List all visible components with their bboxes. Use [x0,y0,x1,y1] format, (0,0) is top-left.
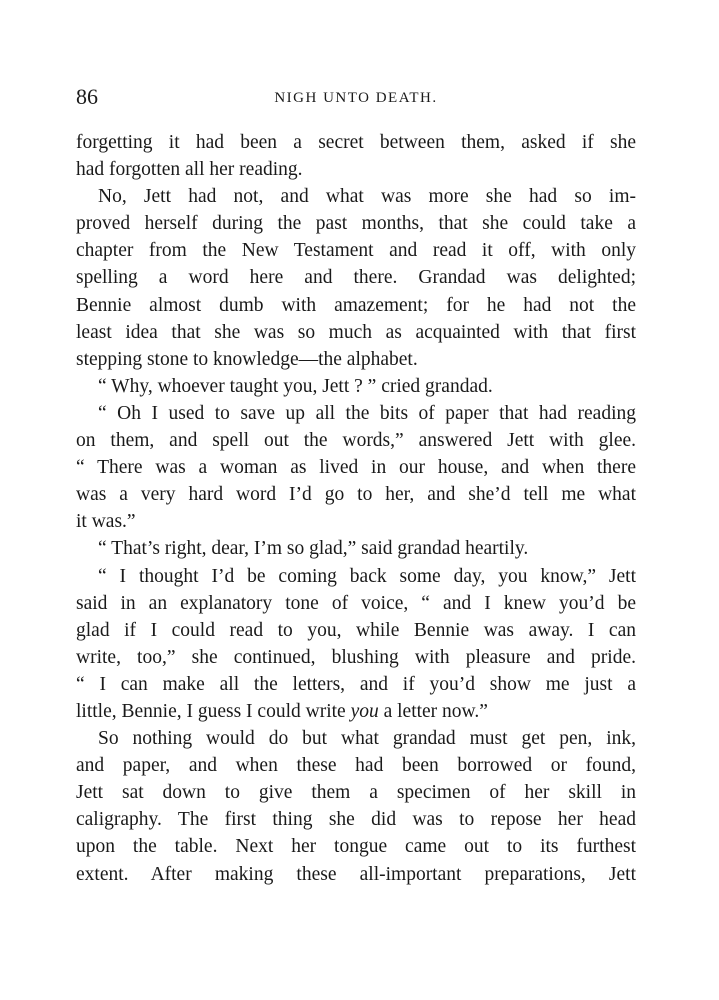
text-line: chapter from the New Testament and read it off, with only [76,240,636,262]
text-line: caligraphy. The first thing she did was to repose her head [76,809,636,831]
text-line: spelling a word here and there. Grandad was delighted; [76,267,636,289]
text-line: glad if I could read to you, while Bennie was away. I can [76,619,636,641]
page-number: 86 [76,84,98,109]
paragraph [76,400,636,535]
body-text [76,129,636,888]
text-fragment: little, Bennie, I guess I could write [76,700,351,722]
paragraph [76,535,636,562]
text-fragment: a letter now.” [378,700,488,722]
text-line: forgetting it had been a secret between them, asked if she [76,132,636,153]
text-line: least idea that she was so much as acquainted with that first [76,321,636,343]
text-line: stepping stone to knowledge—the alphabet. [76,348,418,370]
text-line: upon the table. Next her tongue came out to its furthest [76,836,636,858]
paragraph [76,725,636,888]
paragraph [76,129,636,183]
text-line: “ There was a woman as lived in our house, and when there [76,457,636,479]
emphasized-word: you [350,700,379,722]
text-line: was a very hard word I’d go to her, and she’d tell me what [76,484,636,506]
text-line: write, too,” she continued, blushing with pleasure and pride. [76,646,636,668]
paragraph [76,183,636,373]
text-line: extent. After making these all-important preparations, Jett [76,863,636,885]
running-title: NIGH UNTO DEATH. [274,90,438,106]
text-line: No, Jett had not, and what was more she had so im- [98,186,636,208]
text-line: it was.” [76,511,136,533]
running-head [76,84,636,114]
text-line: “ Why, whoever taught you, Jett ? ” cried grandad. [98,375,493,397]
text-line: proved herself during the past months, that she could take a [76,213,636,235]
text-line: “ I can make all the letters, and if you’d show me just a [76,673,636,695]
paragraph [76,373,636,400]
text-line: So nothing would do but what grandad must get pen, ink, [98,728,636,750]
text-line: had forgotten all her reading. [76,159,303,181]
text-line: Jett sat down to give them a specimen of her skill in [76,782,636,804]
text-line: “ That’s right, dear, I’m so glad,” said grandad heartily. [98,538,529,560]
paragraph [76,563,636,726]
text-line: said in an explanatory tone of voice, “ and I knew you’d be [76,592,636,614]
text-line: “ I thought I’d be coming back some day, you know,” Jett [98,565,636,587]
text-line: Bennie almost dumb with amazement; for he had not the [76,294,636,316]
text-line: on them, and spell out the words,” answered Jett with glee. [76,430,636,452]
text-line: and paper, and when these had been borrowed or found, [76,755,636,777]
text-line: “ Oh I used to save up all the bits of paper that had reading [98,402,636,424]
text-line [76,698,636,725]
